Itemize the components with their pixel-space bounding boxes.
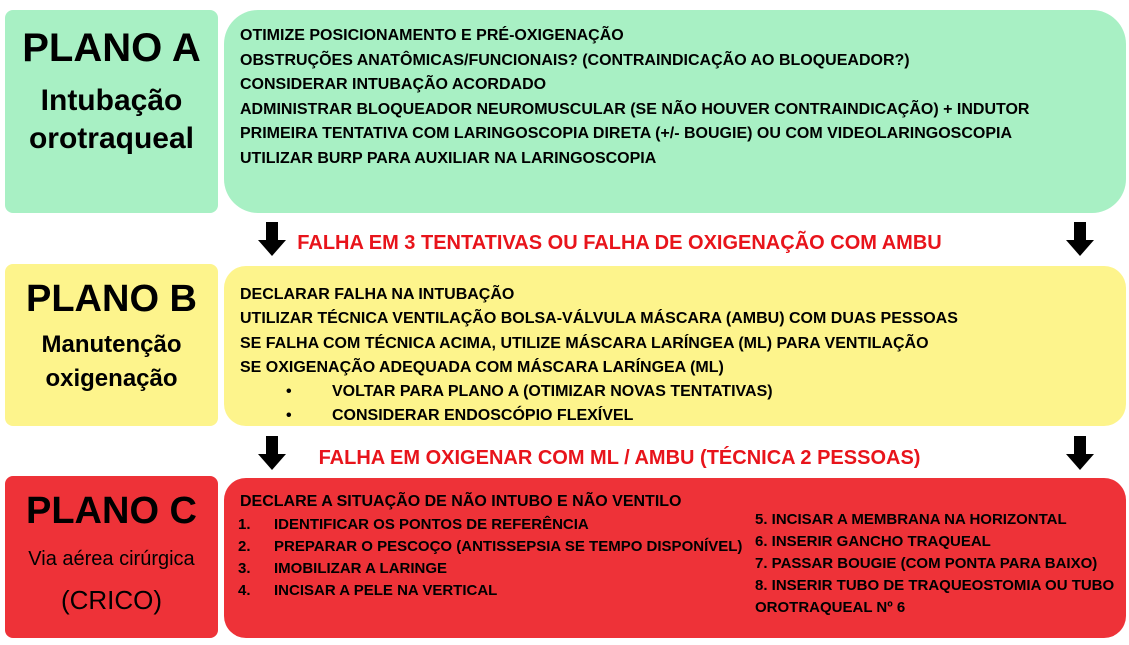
plan-a-item: UTILIZAR BURP PARA AUXILIAR NA LARINGOSCOPIA xyxy=(240,149,657,167)
step-text: INCISAR A PELE NA VERTICAL xyxy=(274,582,498,599)
plan-c-label-box xyxy=(5,476,218,638)
transition-a-to-b: FALHA EM 3 TENTATIVAS OU FALHA DE OXIGENAÇÃO COM AMBU xyxy=(297,232,942,254)
list-item: OROTRAQUEAL Nº 6 xyxy=(755,599,906,616)
plan-b-item: SE FALHA COM TÉCNICA ACIMA, UTILIZE MÁSCARA LARÍNGEA (ML) PARA VENTILAÇÃO xyxy=(240,334,929,352)
list-item: 5. INCISAR A MEMBRANA NA HORIZONTAL xyxy=(755,511,1067,528)
list-item: 8. INSERIR TUBO DE TRAQUEOSTOMIA OU TUBO xyxy=(755,577,1115,594)
step-text: IDENTIFICAR OS PONTOS DE REFERÊNCIA xyxy=(274,516,589,533)
list-item: 7. PASSAR BOUGIE (COM PONTA PARA BAIXO) xyxy=(755,555,1098,572)
plan-a-item: PRIMEIRA TENTATIVA COM LARINGOSCOPIA DIRETA (+/- BOUGIE) OU COM VIDEOLARINGOSCOPIA xyxy=(240,125,1013,142)
step-number: 4. xyxy=(238,582,251,599)
plan-a-content-box xyxy=(224,10,1126,213)
plan-c-title: PLANO C xyxy=(26,490,197,532)
plan-c-steps-right xyxy=(755,509,1114,619)
plan-b-content-box xyxy=(224,266,1126,426)
plan-b-title: PLANO B xyxy=(26,278,197,320)
plan-a-title: PLANO A xyxy=(22,26,201,70)
plan-c-steps-left xyxy=(238,514,742,602)
plan-c-heading: DECLARE A SITUAÇÃO DE NÃO INTUBO E NÃO VENTILO xyxy=(240,493,682,510)
list-item xyxy=(238,536,742,558)
step-number: 3. xyxy=(238,560,251,577)
plan-a-label-box xyxy=(5,10,218,213)
plan-a-item: CONSIDERAR INTUBAÇÃO ACORDADO xyxy=(240,76,547,93)
list-item: 6. INSERIR GANCHO TRAQUEAL xyxy=(755,533,991,550)
plan-a-item: ADMINISTRAR BLOQUEADOR NEUROMUSCULAR (SE NÃO HOUVER CONTRAINDICAÇÃO) + INDUTOR xyxy=(240,100,1030,118)
plan-b-sub-item: • CONSIDERAR ENDOSCÓPIO FLEXÍVEL xyxy=(286,404,1126,428)
list-item xyxy=(238,558,742,580)
plan-a-item: OTIMIZE POSICIONAMENTO E PRÉ-OXIGENAÇÃO xyxy=(240,27,624,44)
transition-b-to-c: FALHA EM OXIGENAR COM ML / AMBU (TÉCNICA 2 PESSOAS) xyxy=(318,447,921,469)
plan-b-subtitle-line-1: Manutenção xyxy=(41,331,182,358)
list-item xyxy=(238,580,742,602)
plan-c-content-box xyxy=(224,478,1126,638)
plan-a-subtitle xyxy=(29,82,194,158)
down-arrow-icon xyxy=(1066,436,1094,470)
list-item xyxy=(238,514,742,536)
step-number: 1. xyxy=(238,516,251,533)
plan-b-item: DECLARAR FALHA NA INTUBAÇÃO xyxy=(240,286,515,303)
plan-b-subtitle xyxy=(41,328,181,396)
plan-c-subtitle: Via aérea cirúrgica xyxy=(28,548,195,570)
plan-b-label-box xyxy=(5,264,218,426)
plan-a-item: OBSTRUÇÕES ANATÔMICAS/FUNCIONAIS? (CONTRAINDICAÇÃO AO BLOQUEADOR?) xyxy=(240,51,910,69)
step-text: IMOBILIZAR A LARINGE xyxy=(274,560,448,577)
plan-b-item: SE OXIGENAÇÃO ADEQUADA COM MÁSCARA LARÍNGEA (ML) xyxy=(240,358,724,376)
plan-a-subtitle-line-2: orotraqueal xyxy=(28,122,195,155)
plan-b-sub-item: • VOLTAR PARA PLANO A (OTIMIZAR NOVAS TENTATIVAS) xyxy=(286,380,1126,404)
plan-b-subtitle-line-2: oxigenação xyxy=(45,365,178,392)
plan-a-subtitle-line-1: Intubação xyxy=(40,84,183,117)
step-text: PREPARAR O PESCOÇO (ANTISSEPSIA SE TEMPO DISPONÍVEL) xyxy=(274,538,743,555)
plan-b-item: UTILIZAR TÉCNICA VENTILAÇÃO BOLSA-VÁLVULA MÁSCARA (AMBU) COM DUAS PESSOAS xyxy=(240,310,958,328)
step-number: 2. xyxy=(238,538,251,555)
down-arrow-icon xyxy=(1066,222,1094,256)
plan-c-subtitle-2: (CRICO) xyxy=(60,585,163,615)
